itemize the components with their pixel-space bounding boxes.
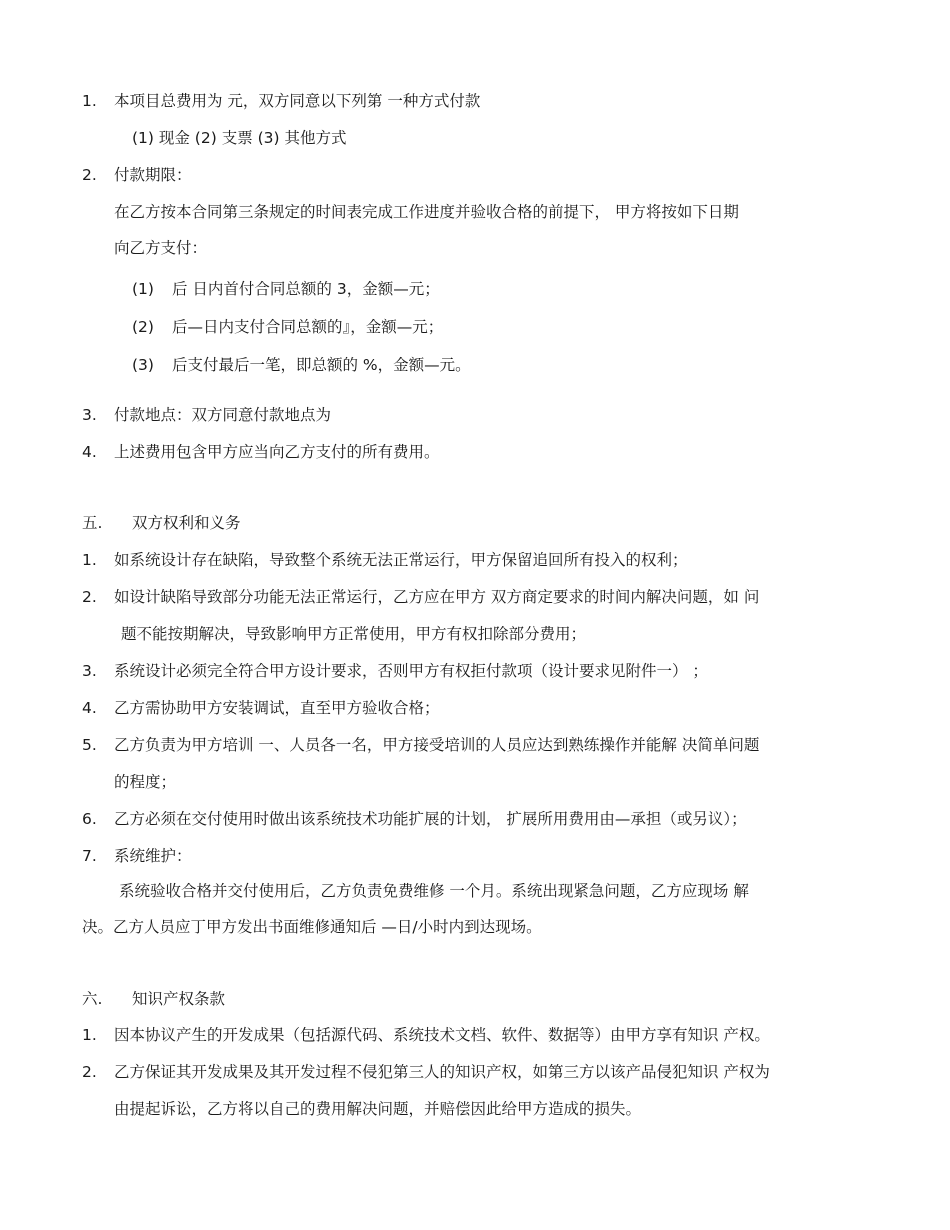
item-number: 1.: [82, 1026, 97, 1044]
item-number: 6.: [82, 810, 97, 828]
rights-clause-continued: 的程度；: [114, 773, 177, 791]
installment-3: [132, 355, 471, 375]
item-number: 4.: [82, 443, 97, 461]
rights-clause: 乙方负责为甲方培训 一、人员各一名，甲方接受培训的人员应达到熟练操作并能解 决简单问题: [114, 736, 760, 754]
installment-text: 后支付最后一笔，即总额的 %，金额—元。: [172, 356, 471, 374]
item-number: 3.: [82, 406, 97, 424]
section-heading: 双方权利和义务: [132, 514, 241, 532]
maintenance-paragraph: 决。乙方人员应丁甲方发出书面维修通知后 —日/小时内到达现场。: [82, 918, 542, 936]
installment-number: (1): [132, 280, 154, 298]
section-heading: 知识产权条款: [132, 990, 226, 1008]
section-number: 五.: [82, 514, 103, 532]
item-number: 5.: [82, 736, 97, 754]
rights-clause: 乙方需协助甲方安装调试，直至甲方验收合格；: [114, 699, 440, 717]
installment-text: 后 日内首付合同总额的 3，金额—元；: [172, 280, 440, 298]
ip-clause: 乙方保证其开发成果及其开发过程不侵犯第三人的知识产权，如第三方以该产品侵犯知识 产权为: [114, 1063, 770, 1081]
maintenance-paragraph: 系统验收合格并交付使用后，乙方负责免费维修 一个月。系统出现紧急问题，乙方应现场 解: [119, 882, 749, 900]
item-number: 2.: [82, 588, 97, 606]
item-number: 1.: [82, 92, 97, 110]
installment-1: [132, 279, 440, 299]
ip-clause: 因本协议产生的开发成果（包括源代码、系统技术文档、软件、数据等）由甲方享有知识 产权。: [114, 1026, 770, 1044]
payment-term-paragraph: 在乙方按本合同第三条规定的时间表完成工作进度并验收合格的前提下， 甲方将按如下日期: [114, 203, 739, 221]
fees-inclusive-clause: 上述费用包含甲方应当向乙方支付的所有费用。: [114, 443, 440, 461]
payment-location-clause: 付款地点：双方同意付款地点为: [114, 406, 332, 424]
item-number: 4.: [82, 699, 97, 717]
installment-number: (3): [132, 356, 154, 374]
item-number: 3.: [82, 662, 97, 680]
item-number: 2.: [82, 166, 97, 184]
rights-clause-continued: 题不能按期解决，导致影响甲方正常使用，甲方有权扣除部分费用；: [121, 625, 587, 643]
rights-clause: 乙方必须在交付使用时做出该系统技术功能扩展的计划， 扩展所用费用由—承担（或另议）；: [114, 810, 747, 828]
installment-number: (2): [132, 318, 154, 336]
rights-clause: 系统设计必须完全符合甲方设计要求，否则甲方有权拒付款项（设计要求见附件一） ；: [114, 662, 708, 680]
installment-text: 后—日内支付合同总额的』，金额—元；: [172, 318, 444, 336]
rights-clause: 如系统设计存在缺陷，导致整个系统无法正常运行，甲方保留追回所有投入的权利；: [114, 551, 688, 569]
payment-term-paragraph: 向乙方支付：: [114, 239, 208, 257]
item-number: 1.: [82, 551, 97, 569]
maintenance-heading: 系统维护：: [114, 847, 192, 865]
item-number: 7.: [82, 847, 97, 865]
total-cost-clause: 本项目总费用为 元，双方同意以下列第 一种方式付款: [114, 92, 481, 110]
payment-term-heading: 付款期限：: [114, 166, 192, 184]
payment-methods: (1) 现金 (2) 支票 (3) 其他方式: [132, 129, 347, 147]
section-number: 六.: [82, 990, 103, 1008]
rights-clause: 如设计缺陷导致部分功能无法正常运行，乙方应在甲方 双方商定要求的时间内解决问题，如 问: [114, 588, 760, 606]
ip-clause-continued: 由提起诉讼，乙方将以自己的费用解决问题，并赔偿因此给甲方造成的损失。: [114, 1100, 642, 1118]
installment-2: [132, 317, 443, 337]
item-number: 2.: [82, 1063, 97, 1081]
